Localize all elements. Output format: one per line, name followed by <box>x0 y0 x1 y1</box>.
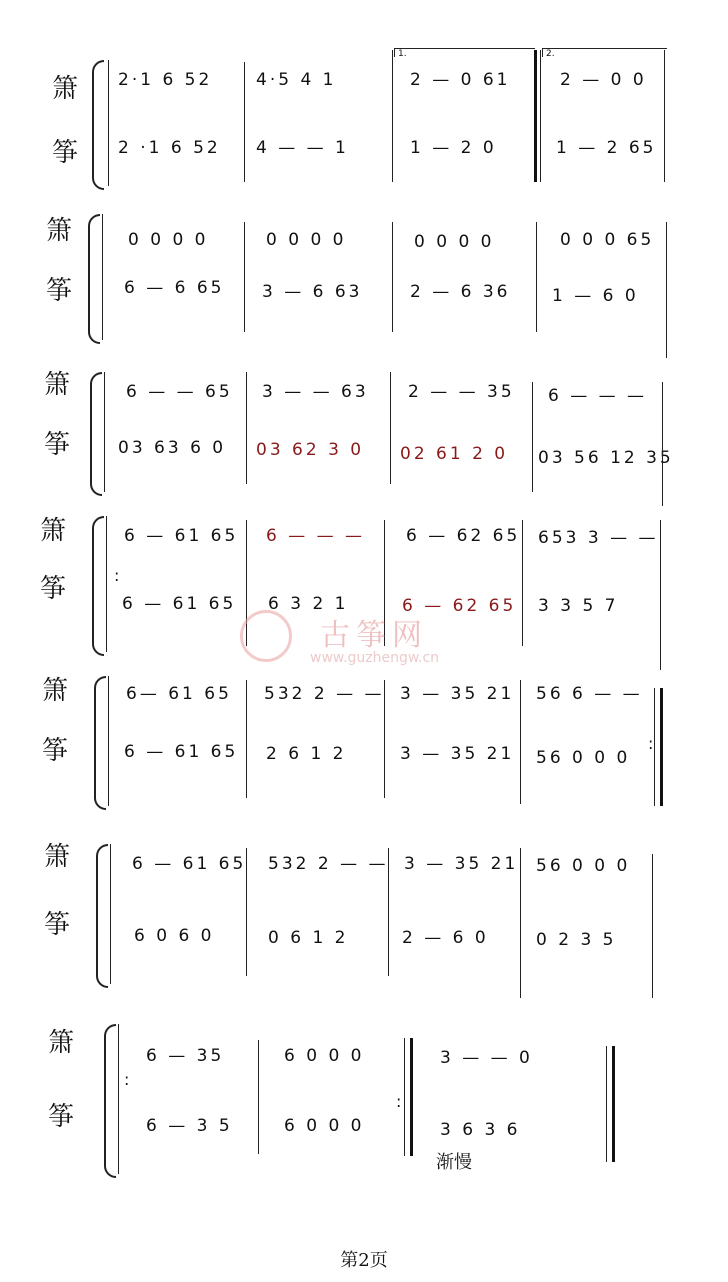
measure-zheng: 2 6 1 2 <box>266 744 347 764</box>
repeat-dots: : <box>124 1070 130 1089</box>
measure-zheng: 6 — 3 5 <box>146 1116 233 1136</box>
measure-xiao: 0 0 0 0 <box>414 232 495 252</box>
barline <box>520 680 521 804</box>
part-label-zheng: 筝 <box>52 138 79 168</box>
watermark-logo-icon <box>240 610 292 662</box>
part-label-zheng: 筝 <box>40 574 67 604</box>
measure-xiao: 6 — — 65 <box>126 382 233 402</box>
barline <box>540 50 541 182</box>
measure-zheng: 6 — 6 65 <box>124 278 225 298</box>
barline <box>662 382 663 506</box>
barline <box>522 520 523 646</box>
part-label-zheng: 筝 <box>44 430 71 460</box>
measure-xiao: 2 — — 35 <box>408 382 515 402</box>
part-label-xiao: 箫 <box>42 676 69 706</box>
part-label-zheng: 筝 <box>46 276 73 306</box>
barline <box>664 50 665 182</box>
measure-xiao: 3 — — 63 <box>262 382 369 402</box>
measure-xiao: 6 — 61 65 <box>124 526 239 546</box>
measure-zheng: 0 6 1 2 <box>268 928 349 948</box>
measure-xiao: 653 3 — — <box>538 528 659 548</box>
barline <box>392 222 393 332</box>
measure-xiao: 6 — 35 <box>146 1046 225 1066</box>
measure-zheng: 6 — 61 65 <box>124 742 239 762</box>
measure-zheng: 6 3 2 1 <box>268 594 349 614</box>
volta-bracket-1 <box>394 48 535 57</box>
barline <box>390 372 391 484</box>
barline <box>384 680 385 798</box>
measure-zheng: 3 — 35 21 <box>400 744 515 764</box>
barline <box>392 50 393 182</box>
system-brace <box>94 676 106 810</box>
measure-xiao: 4·5 4 1 <box>256 70 337 90</box>
barline <box>652 854 653 998</box>
measure-zheng: 2 — 6 0 <box>402 928 489 948</box>
system-brace <box>104 1024 116 1178</box>
measure-xiao: 6— 61 65 <box>126 684 232 704</box>
barline <box>404 1038 405 1156</box>
system-brace-inner <box>108 676 109 806</box>
barline <box>246 848 247 976</box>
measure-xiao: 2·1 6 52 <box>118 70 213 90</box>
measure-zheng: 6 0 6 0 <box>134 926 215 946</box>
measure-zheng: 2 ·1 6 52 <box>118 138 221 158</box>
measure-zheng: 2 — 6 36 <box>410 282 511 302</box>
watermark-url: www.guzhengw.cn <box>310 650 440 666</box>
barline <box>666 222 667 358</box>
system-brace <box>92 60 104 190</box>
part-label-xiao: 箫 <box>48 1028 75 1058</box>
measure-zheng: 02 61 2 0 <box>400 444 509 464</box>
volta-label: 2. <box>546 49 555 59</box>
measure-xiao: 6 — 62 65 <box>406 526 521 546</box>
measure-zheng: 6 0 0 0 <box>284 1116 365 1136</box>
system-brace <box>88 214 100 344</box>
page-number: 第2页 <box>340 1250 388 1271</box>
score-system-7 <box>0 1020 728 1180</box>
score-system-1 <box>0 40 728 190</box>
part-label-xiao: 箫 <box>44 370 71 400</box>
barline <box>654 688 655 806</box>
measure-xiao: 2 — 0 61 <box>410 70 511 90</box>
measure-zheng: 03 63 6 0 <box>118 438 227 458</box>
measure-xiao: 6 — — — <box>548 386 648 406</box>
measure-zheng: 0 2 3 5 <box>536 930 617 950</box>
measure-zheng: 03 56 12 35 <box>538 448 674 468</box>
measure-xiao: 6 — 61 65 <box>132 854 247 874</box>
measure-zheng: 4 — — 1 <box>256 138 349 158</box>
score-system-2 <box>0 210 728 360</box>
measure-xiao: 0 0 0 0 <box>266 230 347 250</box>
part-label-xiao: 箫 <box>44 842 71 872</box>
barline <box>246 372 247 484</box>
barline <box>244 62 245 182</box>
measure-xiao: 532 2 — — <box>268 854 389 874</box>
score-system-3 <box>0 368 728 508</box>
measure-xiao: 6 0 0 0 <box>284 1046 365 1066</box>
measure-xiao: 56 0 0 0 <box>536 856 631 876</box>
barline <box>520 848 521 998</box>
system-brace-inner <box>108 60 109 186</box>
part-label-zheng: 筝 <box>48 1102 75 1132</box>
part-label-xiao: 箫 <box>52 74 79 104</box>
measure-zheng: 56 0 0 0 <box>536 748 631 768</box>
measure-zheng: 03 62 3 0 <box>256 440 365 460</box>
repeat-dots: : <box>396 1092 402 1111</box>
repeat-barline <box>660 688 663 806</box>
measure-zheng: 1 — 2 65 <box>556 138 657 158</box>
measure-zheng: 1 — 2 0 <box>410 138 497 158</box>
part-label-zheng: 筝 <box>42 736 69 766</box>
measure-xiao: 0 0 0 65 <box>560 230 655 250</box>
repeat-barline <box>410 1038 413 1156</box>
measure-xiao: 56 6 — — <box>536 684 643 704</box>
final-barline <box>612 1046 615 1162</box>
repeat-barline <box>534 50 537 182</box>
repeat-dots: : <box>114 566 120 585</box>
repeat-dots: : <box>648 734 654 753</box>
measure-xiao: 532 2 — — <box>264 684 385 704</box>
barline <box>660 520 661 670</box>
watermark <box>240 608 500 668</box>
part-label-zheng: 筝 <box>44 910 71 940</box>
system-brace-inner <box>118 1024 119 1174</box>
measure-zheng: 6 — 62 65 <box>402 596 517 616</box>
measure-xiao: 2 — 0 0 <box>560 70 647 90</box>
measure-xiao: 3 — 35 21 <box>404 854 519 874</box>
barline <box>244 222 245 332</box>
barline <box>388 848 389 976</box>
measure-zheng: 3 6 3 6 <box>440 1120 521 1140</box>
part-label-xiao: 箫 <box>40 516 67 546</box>
barline <box>536 222 537 332</box>
system-brace <box>96 844 108 988</box>
system-brace-inner <box>104 372 105 492</box>
measure-xiao: 0 0 0 0 <box>128 230 209 250</box>
measure-zheng: 3 3 5 7 <box>538 596 619 616</box>
volta-bracket-2 <box>542 48 667 57</box>
system-brace-inner <box>110 844 111 984</box>
system-brace-inner <box>106 516 107 652</box>
part-label-xiao: 箫 <box>46 216 73 246</box>
barline <box>246 680 247 798</box>
measure-xiao: 6 — — — <box>266 526 366 546</box>
score-system-6 <box>0 840 728 1000</box>
measure-xiao: 3 — 35 21 <box>400 684 515 704</box>
system-brace-inner <box>102 214 103 340</box>
system-brace <box>92 516 104 656</box>
measure-zheng: 6 — 61 65 <box>122 594 237 614</box>
tempo-marking: 渐慢 <box>436 1152 472 1173</box>
measure-zheng: 1 — 6 0 <box>552 286 639 306</box>
system-brace <box>90 372 102 496</box>
barline <box>532 382 533 492</box>
score-system-5 <box>0 672 728 822</box>
watermark-name: 古筝网 <box>320 618 428 653</box>
measure-zheng: 3 — 6 63 <box>262 282 363 302</box>
barline <box>606 1046 607 1162</box>
volta-label: 1. <box>398 49 407 59</box>
measure-xiao: 3 — — 0 <box>440 1048 533 1068</box>
barline <box>258 1040 259 1154</box>
